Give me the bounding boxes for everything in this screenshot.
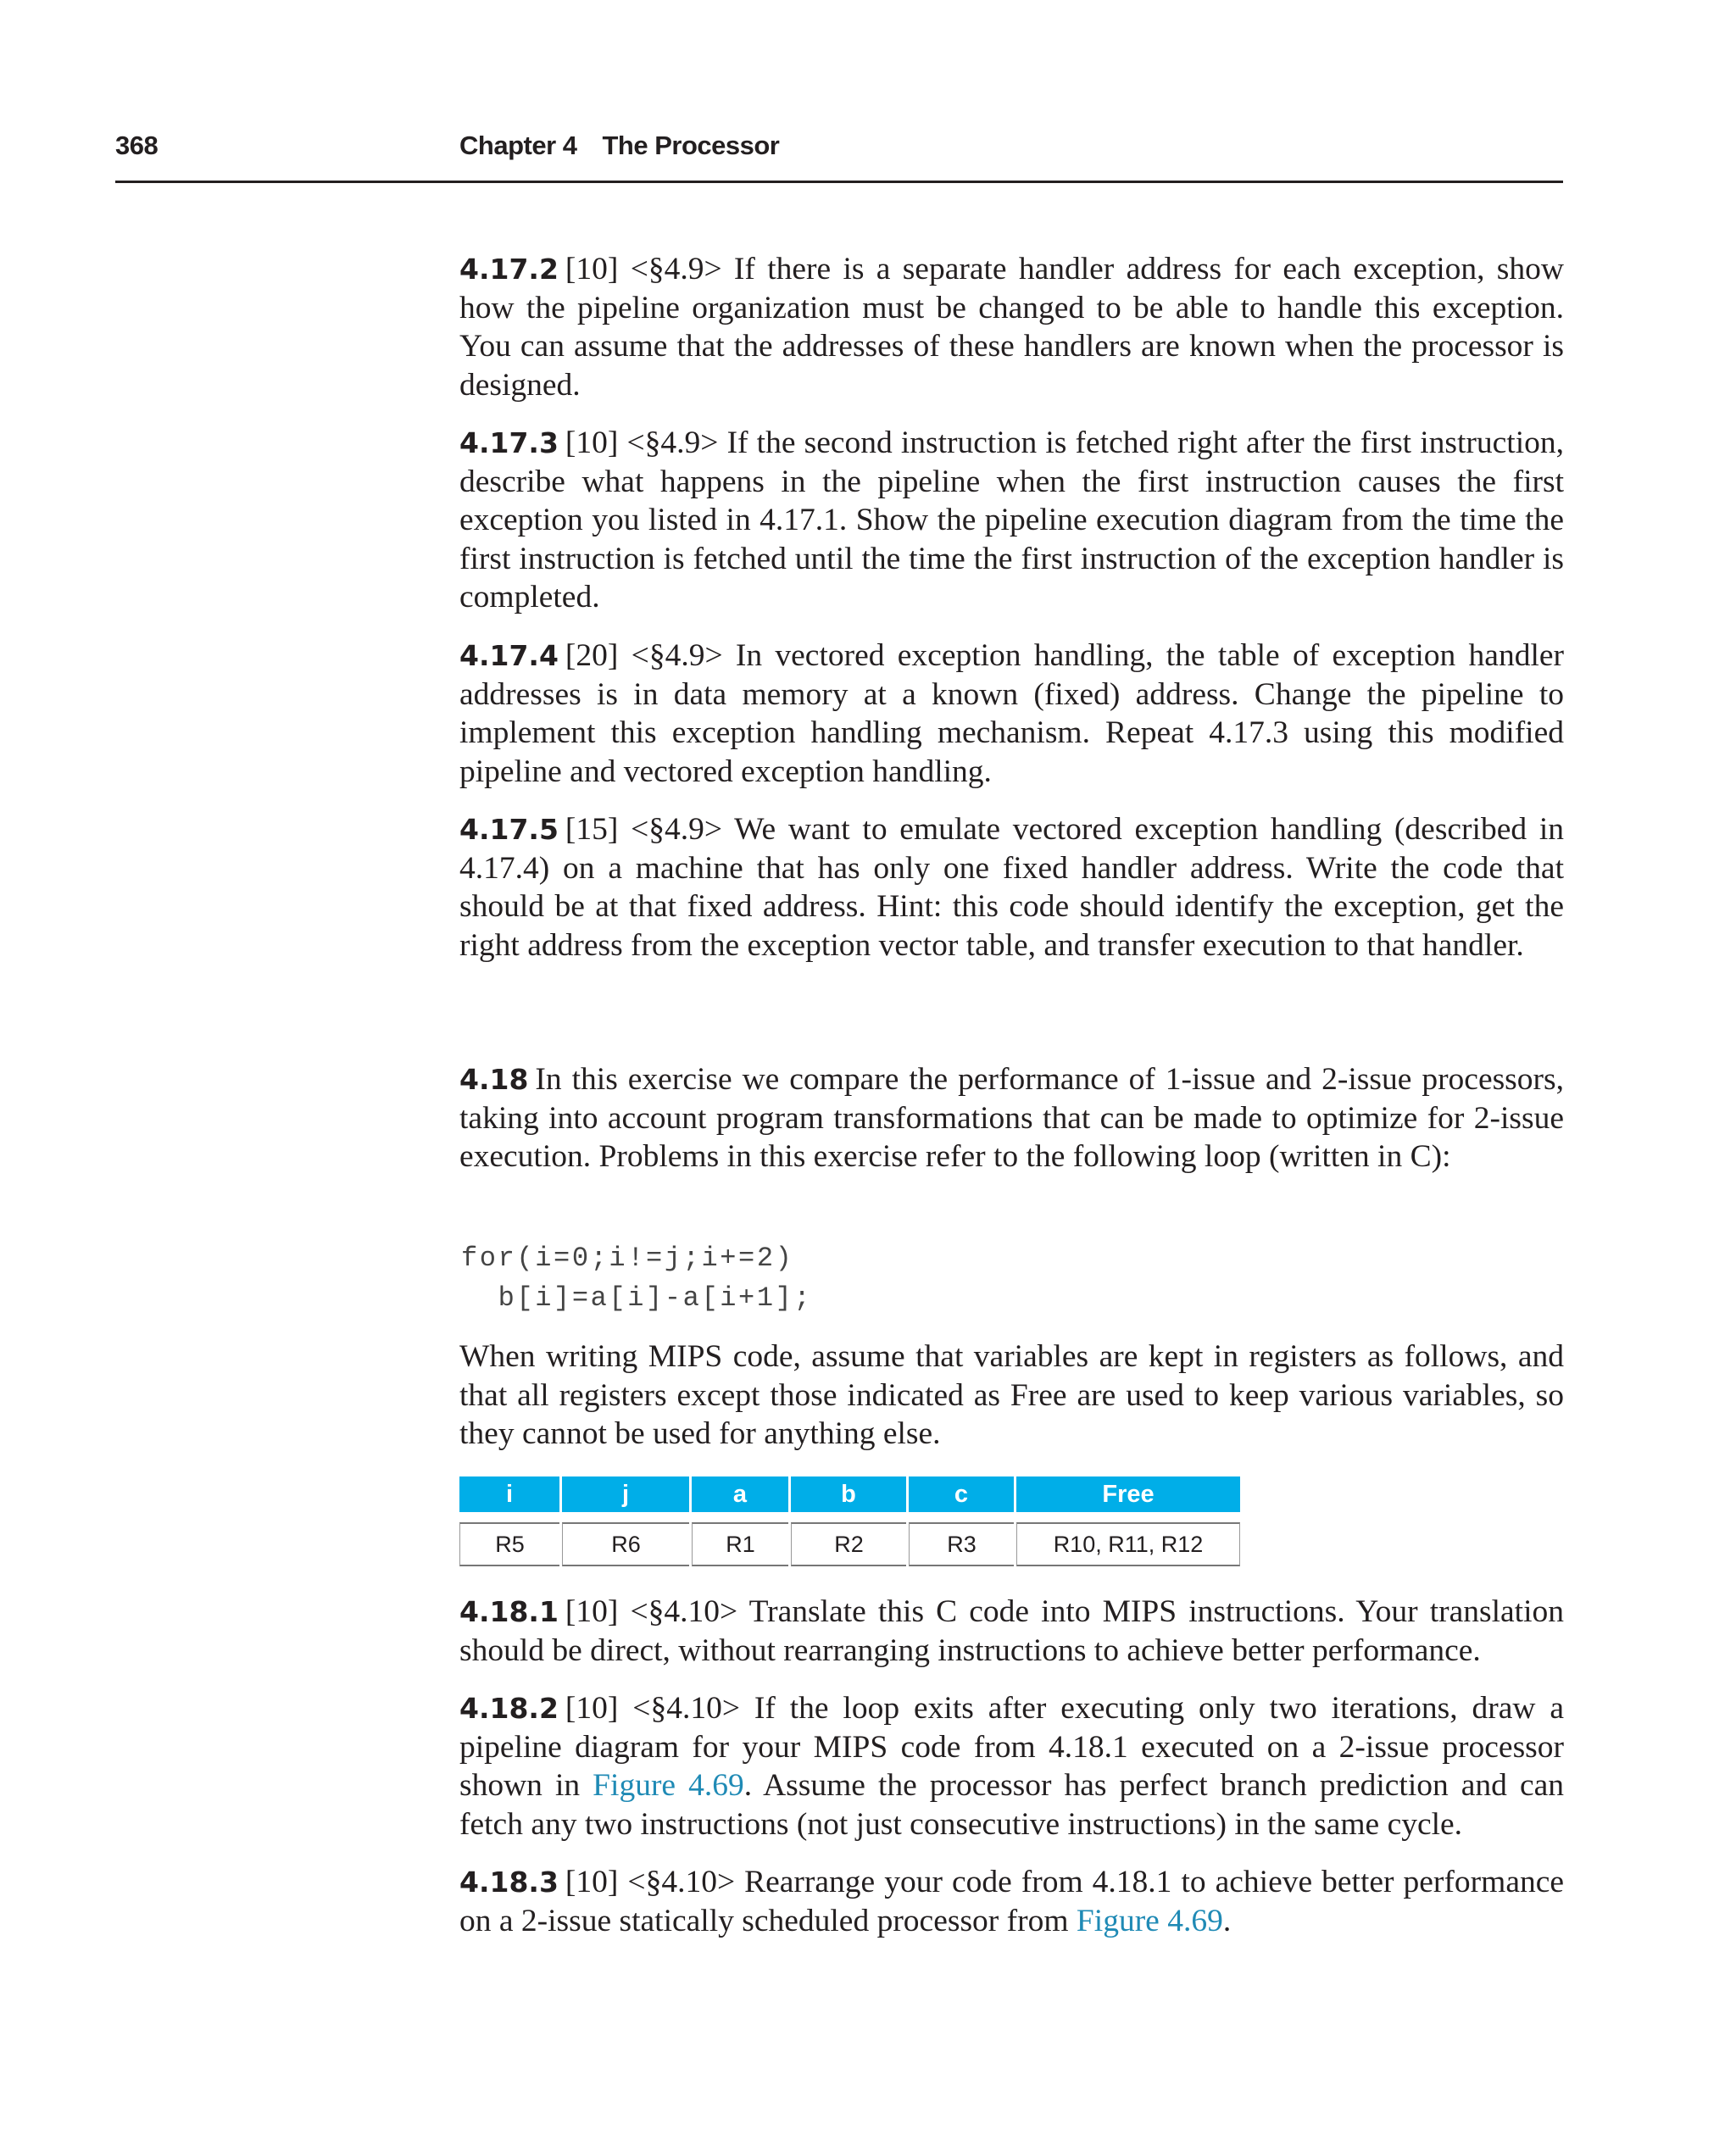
- exercise-number: 4.17.2: [459, 253, 559, 286]
- exercise-text: [15] <§4.9> We want to emulate vectored exception handling (described in 4.17.4) on a machine that has only one fixed handler address. Write the code that should be at that fixed address. Hint: this code should identify the exception, get the right address from the exception vector table, and transfer execution to that handler.: [459, 812, 1564, 963]
- exercise-4-17-3: [459, 424, 1564, 617]
- running-header: [459, 131, 779, 161]
- table-header: j: [562, 1476, 689, 1512]
- exercise-4-18-1: [459, 1593, 1564, 1670]
- exercise-text: .: [1222, 1903, 1232, 1938]
- exercise-number: 4.17.4: [459, 639, 559, 672]
- table-header-row: [459, 1476, 1240, 1512]
- exercise-number: 4.18.2: [459, 1692, 559, 1725]
- exercise-4-17-2: [459, 250, 1564, 404]
- table-cell: R10, R11, R12: [1016, 1522, 1240, 1566]
- exercise-number: 4.18.3: [459, 1866, 559, 1899]
- exercise-text: [20] <§4.9> In vectored exception handling, the table of exception handler addresses is in data memory at a known (fixed) address. Change the pipeline to implement this exception handling mechanism. Repeat 4.17.3 using this modified pipeline and vectored exception handling.: [459, 638, 1564, 789]
- code-line-2: b[i]=a[i]-a[i+1];: [461, 1282, 813, 1314]
- figure-link[interactable]: Figure 4.69: [593, 1768, 744, 1804]
- table-header: b: [791, 1476, 906, 1512]
- table-header: i: [459, 1476, 559, 1512]
- figure-link[interactable]: Figure 4.69: [1076, 1903, 1223, 1938]
- exercise-text: . Assume the processor has perfect branch prediction and can fetch any two instructions (not just consecutive instructions) in the same cycle.: [459, 1768, 1565, 1842]
- exercise-4-18: [459, 1060, 1564, 1176]
- exercise-text: [10] <§4.10> Rearrange your code from 4.18.1 to achieve better performance on a 2-issue statically scheduled processor from: [459, 1865, 1564, 1938]
- table-row: [459, 1522, 1240, 1566]
- exercise-4-17-4: [459, 637, 1564, 791]
- registers-intro: When writing MIPS code, assume that variables are kept in registers as follows, and that all registers except those indicated as Free are used to keep various variables, so they cannot be used for anything else.: [459, 1339, 1564, 1452]
- table-header: Free: [1016, 1476, 1240, 1512]
- exercise-text: In this exercise we compare the performance of 1-issue and 2-issue processors, taking into account program transformations that can be made to optimize for 2-issue execution. Problems in this exercise refer to the following loop (written in C):: [459, 1062, 1564, 1175]
- exercise-number: 4.17.5: [459, 813, 559, 846]
- chapter-title: The Processor: [602, 131, 780, 160]
- exercise-number: 4.18: [459, 1063, 529, 1096]
- table-cell: R3: [909, 1522, 1014, 1566]
- register-table: [457, 1476, 1243, 1566]
- exercise-4-17-5: [459, 810, 1564, 965]
- table-cell: R6: [562, 1522, 689, 1566]
- chapter-label: Chapter 4: [459, 131, 577, 160]
- exercise-number: 4.18.1: [459, 1595, 559, 1628]
- table-header: c: [909, 1476, 1014, 1512]
- header-rule: [115, 181, 1563, 183]
- exercise-number: 4.17.3: [459, 426, 559, 459]
- table-cell: R5: [459, 1522, 559, 1566]
- exercise-4-18-3: [459, 1863, 1564, 1940]
- exercise-text: [10] <§4.10> Translate this C code into MIPS instructions. Your translation should be direct, without rearranging instructions to achieve better performance.: [459, 1594, 1564, 1668]
- code-line-1: for(i=0;i!=j;i+=2): [461, 1243, 794, 1274]
- exercise-text: [10] <§4.9> If the second instruction is fetched right after the first instruction, describe what happens in the pipeline when the first instruction causes the first exception you listed in 4.17.1. Show the pipeline execution diagram from the time the first instruction is fetched until the time the first instruction of the exception handler is completed.: [459, 425, 1564, 615]
- table-cell: R1: [692, 1522, 788, 1566]
- page-number: 368: [115, 131, 159, 160]
- exercise-text: [10] <§4.9> If there is a separate handler address for each exception, show how the pipeline organization must be changed to be able to handle this exception. You can assume that the addresses of these handlers are known when the processor is designed.: [459, 252, 1564, 403]
- table-header: a: [692, 1476, 788, 1512]
- exercise-4-18-2: [459, 1689, 1564, 1843]
- table-cell: R2: [791, 1522, 906, 1566]
- exercise-text: [10] <§4.10> If the loop exits after executing only two iterations, draw a pipeline diagram for your MIPS code from 4.18.1 executed on a 2-issue processor shown in: [459, 1691, 1564, 1804]
